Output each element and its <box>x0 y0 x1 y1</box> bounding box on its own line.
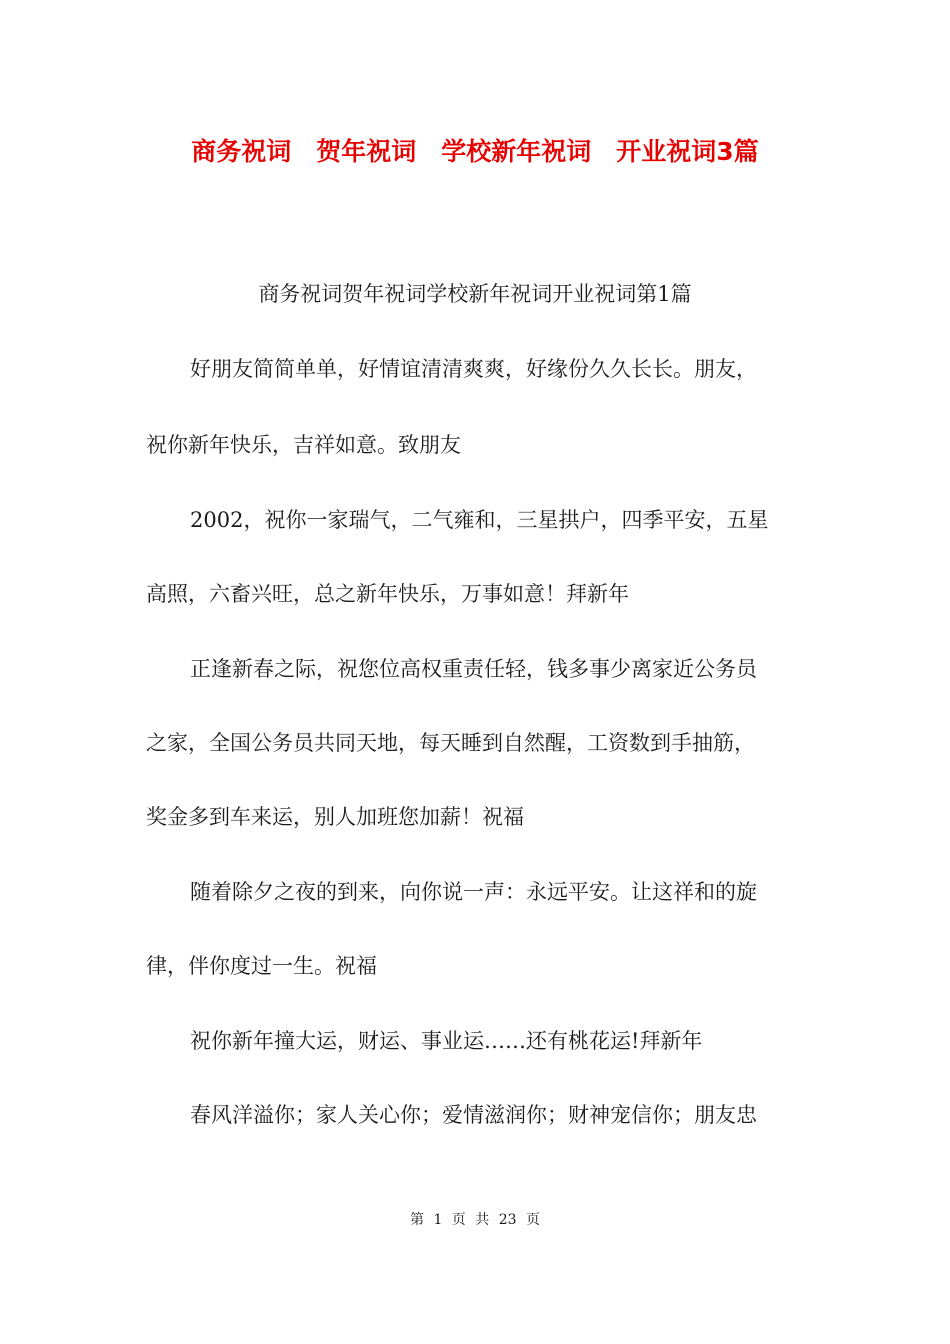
document-title: 商务祝词 贺年祝词 学校新年祝词 开业祝词3篇 <box>191 137 759 166</box>
paragraph-line: 祝你新年撞大运，财运、事业运……还有桃花运!拜新年 <box>190 1029 703 1053</box>
section-heading: 商务祝词贺年祝词学校新年祝词开业祝词第1篇 <box>258 282 692 306</box>
paragraph-line: 之家，全国公务员共同天地，每天睡到自然醒，工资数到手抽筋， <box>146 731 755 755</box>
paragraph-line: 祝你新年快乐，吉祥如意。致朋友 <box>146 433 461 457</box>
paragraph-line: 律，伴你度过一生。祝福 <box>146 954 377 978</box>
page-footer: 第 1 页 共 23 页 <box>410 1212 540 1228</box>
paragraph-line: 好朋友简简单单，好情谊清清爽爽，好缘份久久长长。朋友， <box>190 357 757 381</box>
paragraph-line: 随着除夕之夜的到来，向你说一声：永远平安。让这祥和的旋 <box>190 880 757 904</box>
paragraph-line: 高照，六畜兴旺，总之新年快乐，万事如意！拜新年 <box>146 582 629 606</box>
paragraph-line: 2002，祝你一家瑞气，二气雍和，三星拱户，四季平安，五星 <box>190 508 769 532</box>
paragraph-line: 奖金多到车来运，别人加班您加薪！祝福 <box>146 805 524 829</box>
paragraph-line: 正逢新春之际，祝您位高权重责任轻，钱多事少离家近公务员 <box>190 657 757 681</box>
paragraph-line: 春风洋溢你；家人关心你；爱情滋润你；财神宠信你；朋友忠 <box>190 1103 757 1127</box>
